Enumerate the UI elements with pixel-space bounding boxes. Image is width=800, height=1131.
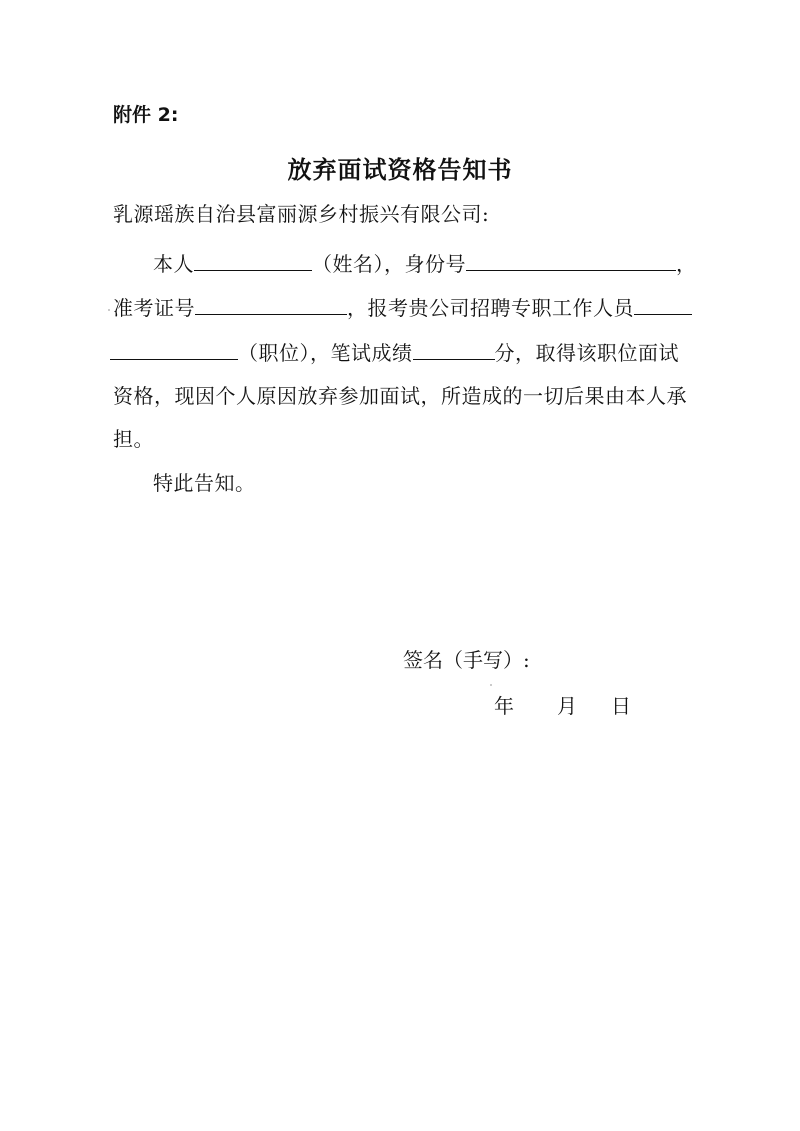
score-end-text: 分，取得该职位面试 xyxy=(494,341,679,365)
signature-label: 签名（手写）: xyxy=(403,648,530,672)
attachment-label: 附件 2: xyxy=(113,104,179,126)
body-line-5: 担。 xyxy=(113,427,154,451)
date-day: 日 xyxy=(611,694,631,718)
closing-text: 特此告知。 xyxy=(153,471,256,495)
line1-comma: ， xyxy=(676,252,697,276)
page-title: 放弃面试资格告知书 xyxy=(287,155,513,184)
name-label: （姓名），身份号 xyxy=(312,252,466,276)
date-month: 月 xyxy=(557,694,577,718)
body-line-1 xyxy=(153,248,697,279)
body-line-4: 资格，现因个人原因放弃参加面试，所造成的一切后果由本人承 xyxy=(113,384,687,408)
exam-number-label: 准考证号 xyxy=(113,296,195,320)
body-line-3 xyxy=(110,337,679,368)
name-blank xyxy=(194,248,312,271)
body-line-2 xyxy=(113,292,692,323)
id-number-blank xyxy=(466,248,676,271)
exam-number-blank xyxy=(195,292,347,315)
self-label: 本人 xyxy=(153,252,194,276)
scan-speck xyxy=(108,309,110,311)
score-blank xyxy=(413,337,495,360)
position-blank-part1 xyxy=(634,292,692,315)
scan-speck xyxy=(490,684,492,686)
applied-position-label: ，报考贵公司招聘专职工作人员 xyxy=(347,296,634,320)
date-year: 年 xyxy=(494,694,514,718)
position-blank-part2 xyxy=(110,337,238,360)
addressee: 乳源瑶族自治县富丽源乡村振兴有限公司: xyxy=(113,202,490,226)
position-score-label: （职位），笔试成绩 xyxy=(238,341,413,365)
